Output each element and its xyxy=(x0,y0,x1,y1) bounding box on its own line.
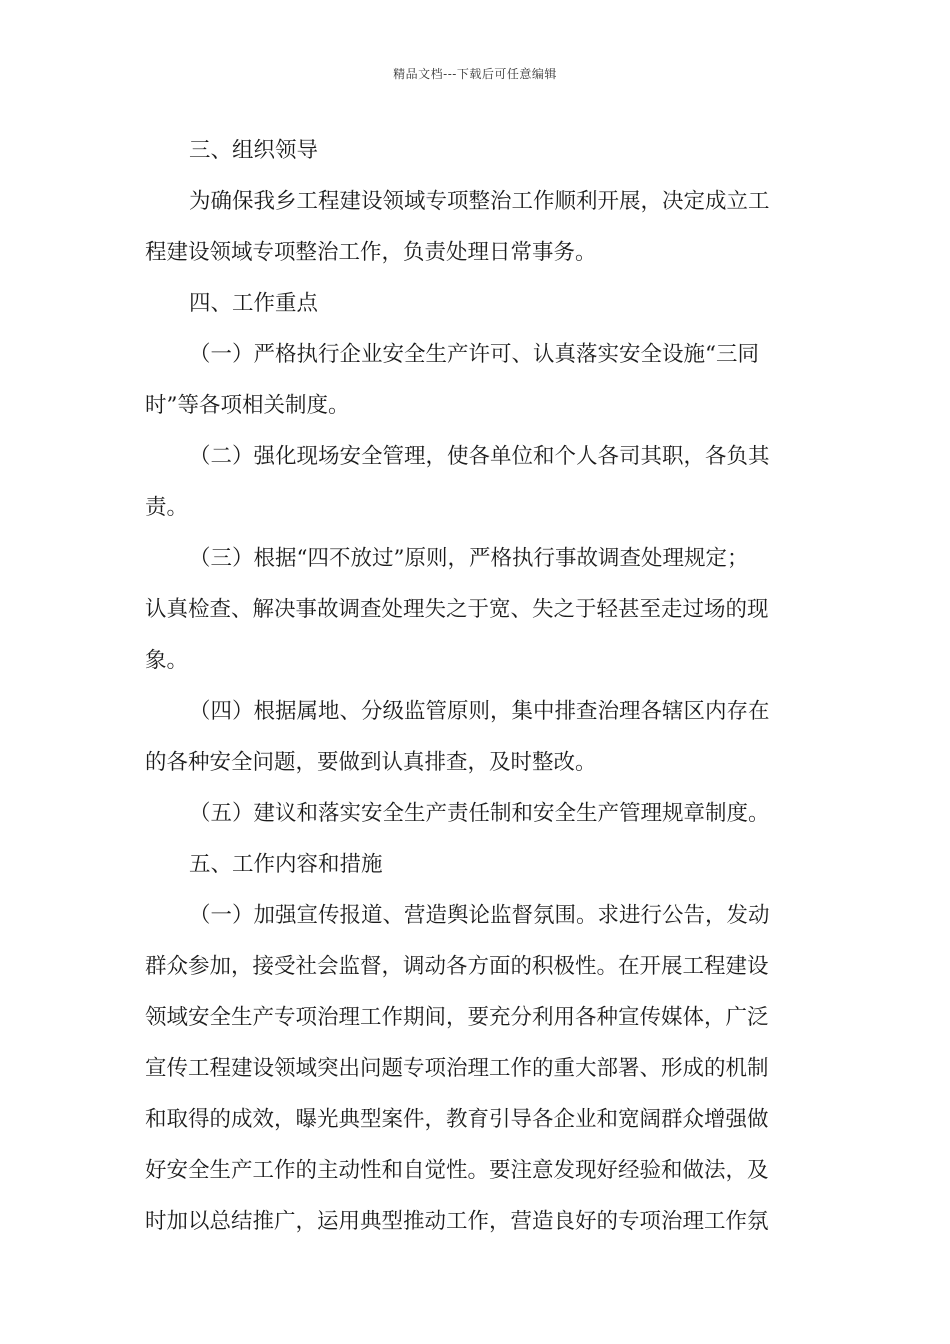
paragraph-line: 好安全生产工作的主动性和自觉性。要注意发现好经验和做法，及 xyxy=(145,1158,769,1183)
paragraph-line: 责。 xyxy=(145,495,189,520)
section-heading: 三、组织领导 xyxy=(189,138,319,163)
paragraph-line: （五）建议和落实安全生产责任制和安全生产管理规章制度。 xyxy=(189,801,770,826)
paragraph-line: 象。 xyxy=(145,648,189,673)
document-body xyxy=(145,132,807,1254)
paragraph-line: （二）强化现场安全管理，使各单位和个人各司其职，各负其 xyxy=(189,444,770,469)
paragraph-line: 认真检查、解决事故调查处理失之于宽、失之于轻甚至走过场的现 xyxy=(145,597,769,622)
paragraph-line: 和取得的成效，曝光典型案件，教育引导各企业和宽阔群众增强做 xyxy=(145,1107,769,1132)
paragraph-line: （一）加强宣传报道、营造舆论监督氛围。求进行公告，发动 xyxy=(189,903,770,928)
paragraph-line: 的各种安全问题，要做到认真排查，及时整改。 xyxy=(145,750,597,775)
paragraph-line: 为确保我乡工程建设领域专项整治工作顺利开展，决定成立工 xyxy=(189,189,770,214)
paragraph-line: 程建设领域专项整治工作，负责处理日常事务。 xyxy=(145,240,597,265)
paragraph-line: 时”等各项相关制度。 xyxy=(145,393,350,418)
paragraph-line: 领域安全生产专项治理工作期间，要充分利用各种宣传媒体，广泛 xyxy=(145,1005,769,1030)
section-heading: 四、工作重点 xyxy=(189,291,319,316)
paragraph-line: 宣传工程建设领域突出问题专项治理工作的重大部署、形成的机制 xyxy=(145,1056,769,1081)
paragraph-line: 时加以总结推广，运用典型推动工作，营造良好的专项治理工作氛 xyxy=(145,1209,769,1234)
page-header: 精品文档---下载后可任意编辑 xyxy=(393,67,557,81)
paragraph-line: 群众参加，接受社会监督，调动各方面的积极性。在开展工程建设 xyxy=(145,954,769,979)
paragraph-line: （四）根据属地、分级监管原则，集中排查治理各辖区内存在 xyxy=(189,699,770,724)
paragraph-line: （三）根据“四不放过”原则，严格执行事故调查处理规定； xyxy=(189,546,749,571)
paragraph-line: （一）严格执行企业安全生产许可、认真落实安全设施“三同 xyxy=(189,342,759,367)
section-heading: 五、工作内容和措施 xyxy=(189,852,383,877)
